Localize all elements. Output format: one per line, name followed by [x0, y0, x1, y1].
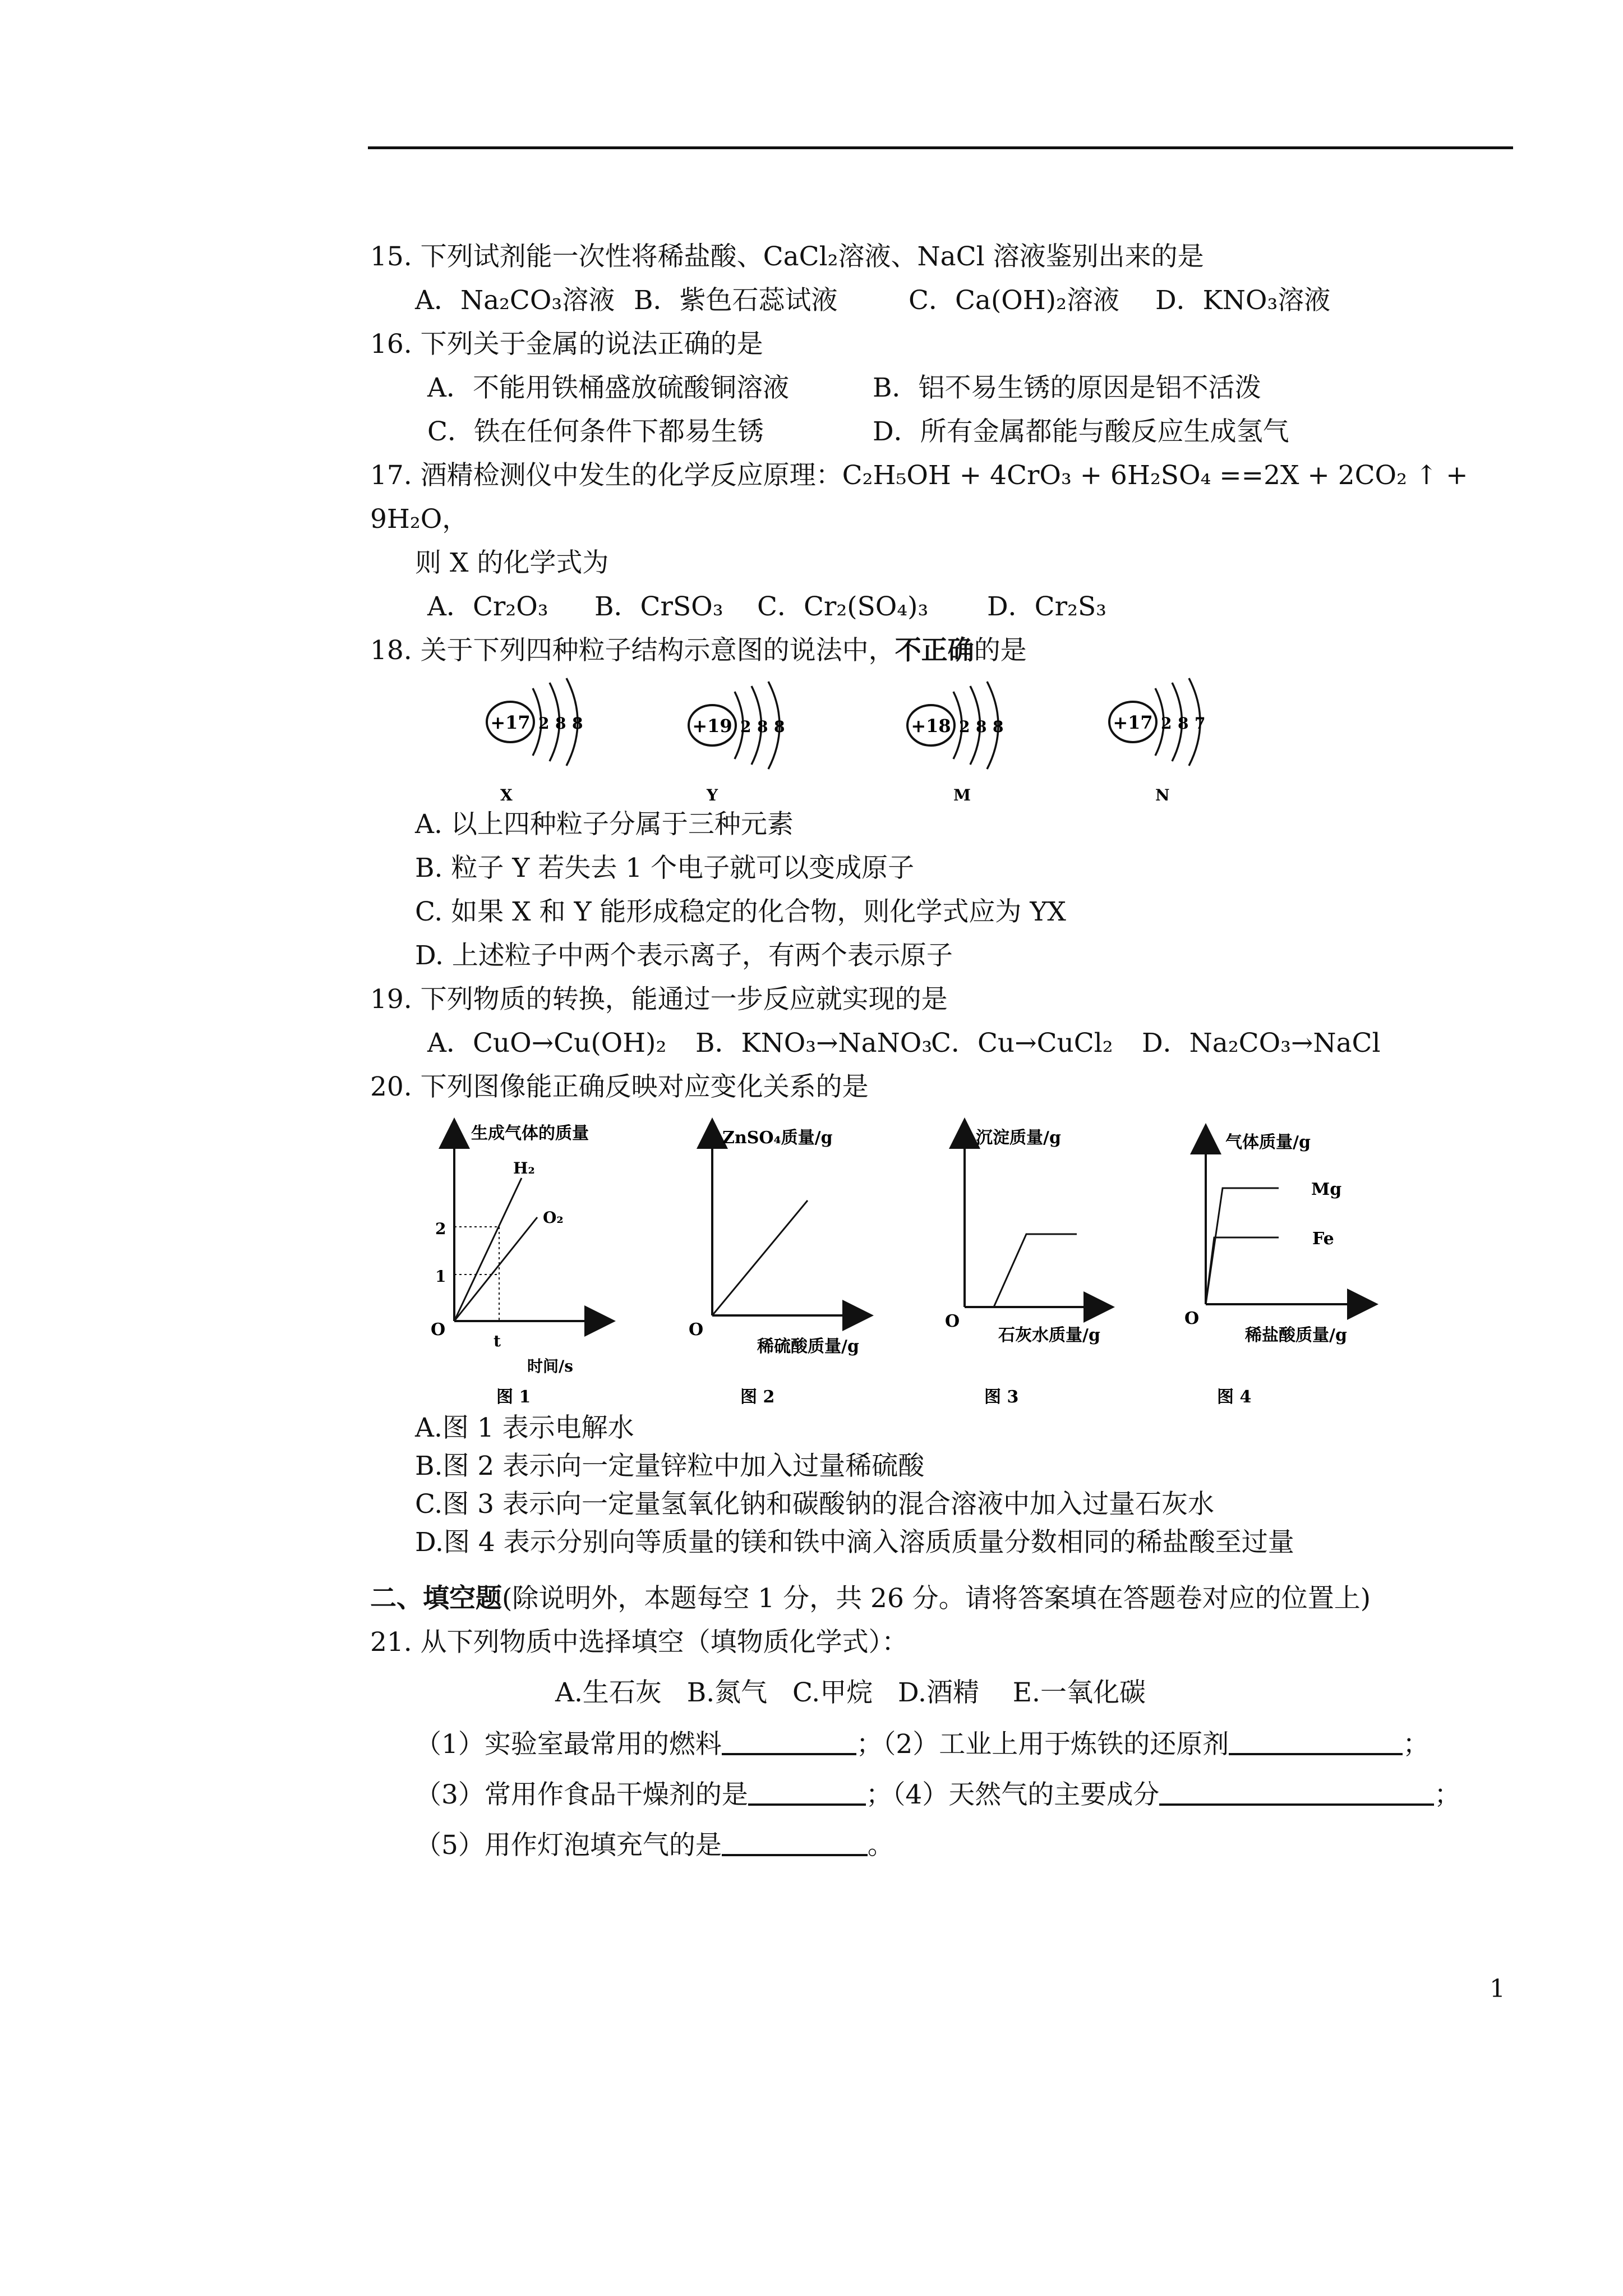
- q21-row-1: [415, 1728, 1429, 1761]
- q21-part-2-label: ；（2）工业上用于炼铁的还原剂: [856, 1729, 1229, 1760]
- q15-stem: 15. 下列试剂能一次性将稀盐酸、CaCl₂溶液、NaCl 溶液鉴别出来的是: [370, 241, 1204, 272]
- q21-blank-2[interactable]: [1229, 1731, 1403, 1755]
- q15-option-a: A．Na₂CO₃溶液: [415, 285, 615, 316]
- svg-text:8: 8: [555, 714, 566, 733]
- graph-2: [689, 1128, 859, 1407]
- q21-row-2: [415, 1778, 1460, 1812]
- q18-stem-bold: 不正确: [895, 635, 974, 666]
- graph-1-ytick-1: 1: [435, 1267, 446, 1286]
- q20-option-d: D.图 4 表示分别向等质量的镁和铁中滴入溶质质量分数相同的稀盐酸至过量: [415, 1527, 1294, 1558]
- svg-text:2: 2: [1161, 714, 1172, 733]
- q20-option-a: A.图 1 表示电解水: [415, 1412, 634, 1443]
- graph-4-ylabel: 气体质量/g: [1225, 1133, 1311, 1152]
- graph-3-origin: O: [945, 1312, 960, 1331]
- q21-part-4-label: ；（4）天然气的主要成分: [865, 1779, 1160, 1810]
- q17-option-b: B．CrSO₃: [594, 591, 723, 622]
- particle-m: [907, 682, 1003, 804]
- q18-stem-pre: 18. 关于下列四种粒子结构示意图的说法中，: [370, 635, 895, 666]
- q21-choices: A.生石灰 B.氮气 C.甲烷 D.酒精 E.一氧化碳: [555, 1677, 1146, 1708]
- q19-stem: 19. 下列物质的转换，能通过一步反应就实现的是: [370, 984, 948, 1015]
- q20-stem: 20. 下列图像能正确反映对应变化关系的是: [370, 1071, 869, 1102]
- page-number: 1: [1490, 1975, 1505, 2003]
- graph-1-o2-label: O₂: [543, 1208, 564, 1227]
- graph-2-line: [712, 1200, 808, 1315]
- q20-option-c: C.图 3 表示向一定量氢氧化钠和碳酸钠的混合溶液中加入过量石灰水: [415, 1489, 1215, 1520]
- section-2-heading: [370, 1582, 1371, 1616]
- graph-3-line: [994, 1234, 1077, 1307]
- particle-n-label: N: [1155, 786, 1170, 804]
- q18-stem: [370, 634, 1027, 668]
- svg-text:8: 8: [757, 717, 768, 736]
- q15-option-c: C．Ca(OH)₂溶液: [909, 285, 1119, 316]
- q18-option-c: C. 如果 X 和 Y 能形成稳定的化合物，则化学式应为 YX: [415, 896, 1066, 927]
- graph-1-origin: O: [431, 1320, 446, 1340]
- graph-1: [431, 1124, 600, 1407]
- graph-2-ylabel: ZnSO₄质量/g: [722, 1128, 833, 1148]
- svg-text:7: 7: [1195, 714, 1206, 733]
- graph-3-ylabel: 沉淀质量/g: [976, 1128, 1061, 1148]
- q21-part-3-label: （3）常用作食品干燥剂的是: [415, 1779, 748, 1810]
- particle-m-nucleus: +18: [911, 715, 951, 737]
- graph-3-caption: 图 3: [984, 1387, 1019, 1407]
- q16-option-a: A．不能用铁桶盛放硫酸铜溶液: [427, 372, 789, 403]
- graph-3-xlabel: 石灰水质量/g: [998, 1326, 1100, 1345]
- particle-x-nucleus: +17: [490, 712, 531, 733]
- graph-2-xlabel: 稀硫酸质量/g: [757, 1337, 859, 1356]
- graph-4: [1184, 1133, 1363, 1407]
- particle-m-label: M: [953, 786, 971, 804]
- particle-y: [689, 682, 785, 804]
- q16-option-c: C．铁在任何条件下都易生锈: [427, 416, 764, 447]
- graph-4-xlabel: 稀盐酸质量/g: [1245, 1326, 1347, 1345]
- q19-option-c: C．Cu→CuCl₂: [931, 1028, 1113, 1059]
- q17-question: 则 X 的化学式为: [415, 547, 609, 578]
- q17-option-c: C．Cr₂(SO₄)₃: [757, 591, 929, 622]
- particle-n-nucleus: +17: [1113, 712, 1153, 733]
- graph-4-fe-line: [1206, 1237, 1279, 1304]
- graph-1-ytick-2: 2: [435, 1220, 446, 1238]
- graph-4-caption: 图 4: [1217, 1387, 1252, 1407]
- q19-option-b: B．KNO₃→NaNO₃: [695, 1028, 933, 1059]
- q18-stem-post: 的是: [974, 635, 1027, 666]
- q21-period: 。: [867, 1830, 894, 1861]
- particle-y-nucleus: +19: [692, 715, 732, 737]
- svg-text:2: 2: [959, 717, 970, 736]
- particle-n: [1109, 678, 1205, 804]
- graph-1-xtick-t: t: [494, 1332, 501, 1350]
- section-2-note: (除说明外，本题每空 1 分，共 26 分。请将答案填在答题卷对应的位置上): [502, 1583, 1371, 1614]
- svg-text:8: 8: [993, 717, 1004, 736]
- graph-1-h2-label: H₂: [513, 1159, 535, 1177]
- svg-text:8: 8: [572, 714, 583, 733]
- particle-x-label: X: [500, 786, 513, 804]
- q16-stem: 16. 下列关于金属的说法正确的是: [370, 329, 763, 360]
- q21-stem: 21. 从下列物质中选择填空（填物质化学式）：: [370, 1627, 909, 1658]
- q21-semicolon-2: ；: [1434, 1779, 1461, 1810]
- q17-option-a: A．Cr₂O₃: [427, 591, 548, 622]
- graph-2-origin: O: [689, 1320, 704, 1340]
- graph-1-xlabel: 时间/s: [527, 1357, 573, 1375]
- q16-option-d: D．所有金属都能与酸反应生成氢气: [873, 416, 1289, 447]
- q20-graphs-figure: [415, 1116, 1413, 1408]
- svg-text:2: 2: [538, 714, 550, 733]
- graph-4-mg-line: [1206, 1188, 1279, 1304]
- q18-option-a: A. 以上四种粒子分属于三种元素: [415, 809, 794, 840]
- q21-blank-3[interactable]: [748, 1781, 866, 1806]
- graph-2-caption: 图 2: [740, 1387, 775, 1407]
- graph-4-origin: O: [1184, 1309, 1200, 1328]
- particle-y-label: Y: [707, 786, 718, 804]
- q15-option-b: B．紫色石蕊试液: [634, 285, 838, 316]
- q16-option-b: B．铝不易生锈的原因是铝不活泼: [873, 372, 1261, 403]
- q21-part-1-label: （1）实验室最常用的燃料: [415, 1729, 722, 1760]
- q17-option-d: D．Cr₂S₃: [987, 591, 1106, 622]
- q19-option-a: A．CuO→Cu(OH)₂: [427, 1028, 667, 1059]
- atom-structure-figure: [471, 676, 1256, 805]
- q21-blank-4[interactable]: [1159, 1781, 1434, 1806]
- header-rule: [368, 146, 1513, 149]
- q21-blank-5[interactable]: [722, 1832, 868, 1856]
- graph-1-ylabel: 生成气体的质量: [471, 1124, 589, 1143]
- q20-option-b: B.图 2 表示向一定量锌粒中加入过量稀硫酸: [415, 1451, 925, 1481]
- q15-option-d: D．KNO₃溶液: [1155, 285, 1331, 316]
- section-2-title: 二、填空题: [370, 1583, 502, 1614]
- svg-text:2: 2: [740, 717, 751, 736]
- q21-blank-1[interactable]: [722, 1731, 856, 1755]
- graph-4-fe-label: Fe: [1312, 1229, 1334, 1249]
- q18-option-d: D. 上述粒子中两个表示离子，有两个表示原子: [415, 940, 953, 971]
- q21-row-3: [415, 1829, 894, 1862]
- graph-4-mg-label: Mg: [1311, 1180, 1342, 1199]
- svg-text:8: 8: [774, 717, 785, 736]
- graph-3: [945, 1128, 1100, 1407]
- svg-text:8: 8: [1178, 714, 1189, 733]
- q17-stem: 17. 酒精检测仪中发生的化学反应原理：C₂H₅OH + 4CrO₃ + 6H₂SO₄ ==2X + 2CO₂ ↑ +: [370, 460, 1468, 491]
- q19-option-d: D．Na₂CO₃→NaCl: [1142, 1028, 1381, 1059]
- q21-semicolon-1: ；: [1403, 1729, 1430, 1760]
- q18-option-b: B. 粒子 Y 若失去 1 个电子就可以变成原子: [415, 853, 915, 884]
- graph-1-caption: 图 1: [496, 1387, 531, 1407]
- particle-x: [487, 678, 583, 804]
- q17-stem-continued: 9H₂O，: [370, 504, 469, 535]
- q21-part-5-label: （5）用作灯泡填充气的是: [415, 1830, 722, 1861]
- svg-text:8: 8: [976, 717, 987, 736]
